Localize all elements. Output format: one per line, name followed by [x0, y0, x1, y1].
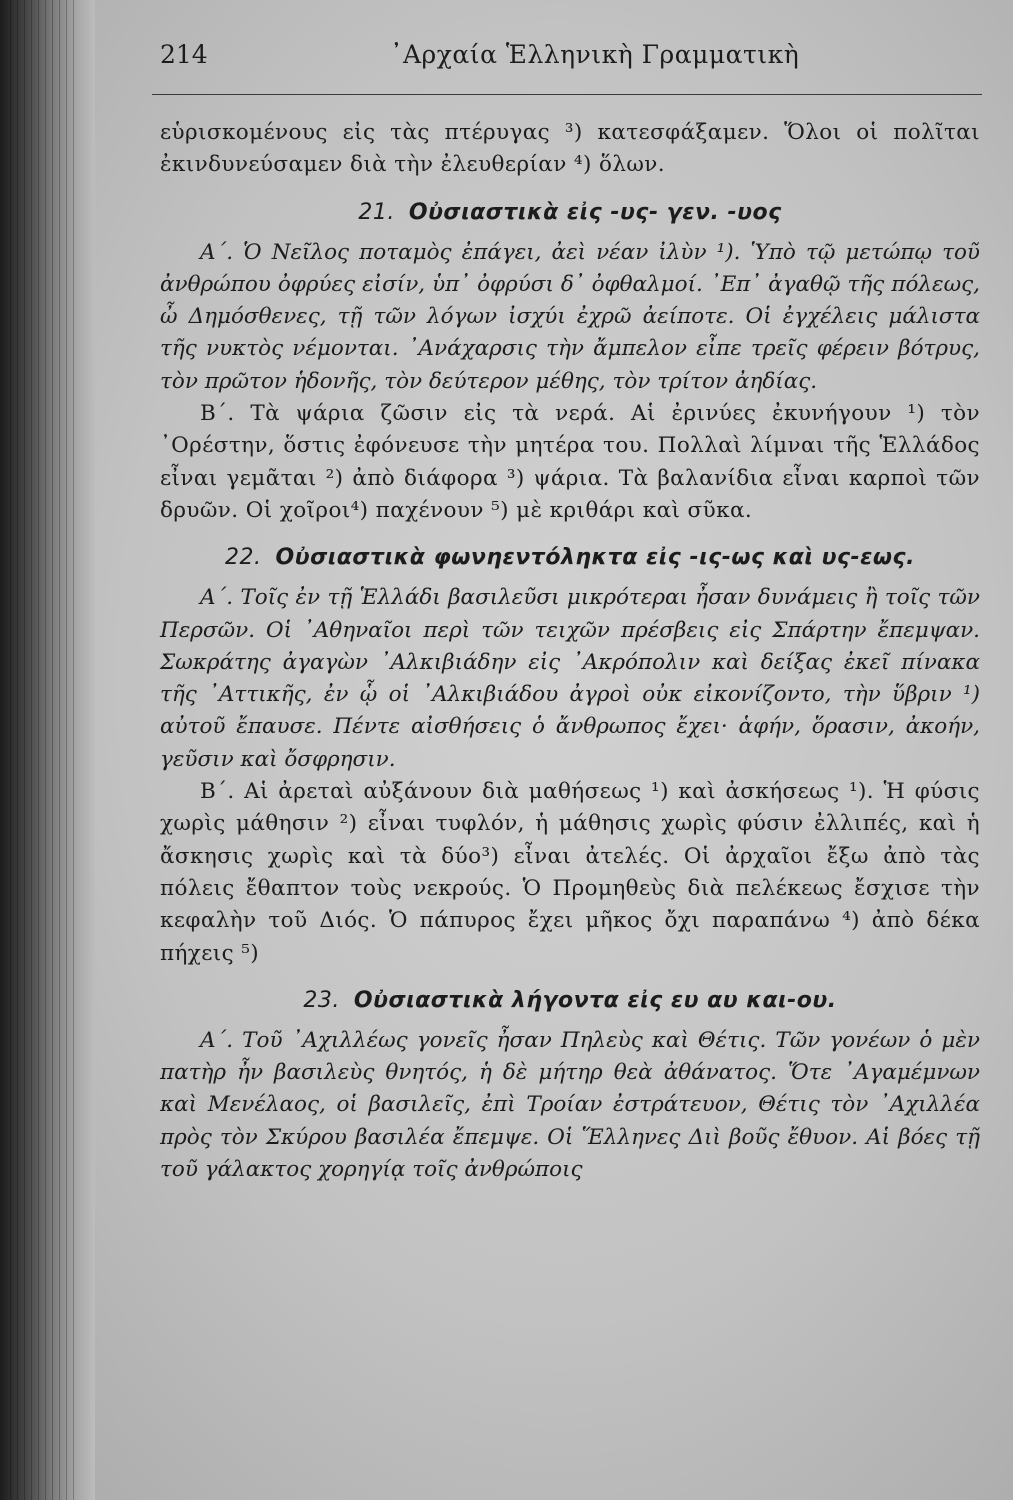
- section-title: Οὐσιαστικὰ εἰς -υς- γεν. -υος: [408, 199, 782, 225]
- intro-paragraph: εὑρισκομένους εἰς τὰς πτέρυγας ³) κατεσφάξαμεν. Ὅλοι οἱ πολῖται ἐκινδυνεύσαμεν διὰ τὴν ἐλευθερίαν ⁴) ὅλων.: [160, 120, 980, 178]
- page-header: [160, 40, 980, 90]
- section-22-part-a: Α΄. Τοῖς ἐν τῇ Ἑλλάδι βασιλεῦσι μικρότεραι ἦσαν δυνάμεις ἢ τοῖς τῶν Περσῶν. Οἱ ᾿Αθηναῖοι περὶ τῶν τειχῶν πρέσβεις εἰς Σπάρτην ἔπεμψαν. Σωκράτης ἀγαγὼν ᾿Αλκιβιάδην εἰς ᾿Ακρόπολιν καὶ δείξας ἐκεῖ πίνακα τῆς ᾿Αττικῆς, ἐν ᾧ οἱ ᾿Αλκιβιάδου ἀγροὶ οὐκ εἰκονίζοντο, τὴν ὕβριν ¹) αὐτοῦ ἔπαυσε. Πέντε αἰσθήσεις ὁ ἄνθρωπος ἔχει· ἁφήν, ὅρασιν, ἀκοήν, γεῦσιν καὶ ὄσφρησιν.: [160, 585, 980, 772]
- section-21-part-a: Α΄. Ὁ Νεῖλος ποταμὸς ἐπάγει, ἀεὶ νέαν ἰλὺν ¹). Ὑπὸ τῷ μετώπῳ τοῦ ἀνθρώπου ὀφρύες εἰσίν, ὑπ᾿ ὀφρύσι δ᾿ ὀφθαλμοί. ᾿Επ᾿ ἀγαθῷ τῆς πόλεως, ὦ Δημόσθενες, τῇ τῶν λόγων ἰσχύι ἐχρῶ ἀείποτε. Οἱ ἐγχέλεις μάλιστα τῆς νυκτὸς νέμονται. ᾿Ανάχαρσις τὴν ἄμπελον εἶπε τρεῖς φέρειν βότρυς, τὸν πρῶτον ἡδονῆς, τὸν δεύτερον μέθης, τὸν τρίτον ἀηδίας.: [160, 239, 980, 394]
- section-heading-23: [160, 988, 980, 1013]
- page-number: 214: [160, 40, 208, 69]
- page-edges: [10, 0, 80, 1500]
- header-rule: [152, 94, 982, 95]
- section-21-part-b: Β΄. Τὰ ψάρια ζῶσιν εἰς τὰ νερά. Αἱ ἐρινύες ἐκυνήγουν ¹) τὸν ᾿Ορέστην, ὅστις ἐφόνευσε τὴν μητέρα του. Πολλαὶ λίμναι τῆς Ἑλλάδος εἶναι γεμᾶται ²) ἀπὸ διάφορα ³) ψάρια. Τὰ βαλανίδια εἶναι καρποὶ τῶν δρυῶν. Οἱ χοῖροι⁴) παχένουν ⁵) μὲ κριθάρι καὶ σῦκα.: [160, 401, 980, 523]
- section-title: Οὐσιαστικὰ φωνηεντόληκτα εἰς -ις-ως καὶ υς-εως.: [275, 545, 915, 571]
- section-number: 23.: [303, 987, 340, 1013]
- section-heading-22: [160, 545, 980, 570]
- section-number: 22.: [225, 545, 262, 571]
- running-head: ᾿Αρχαία Ἑλληνικὴ Γραμματικὴ: [390, 40, 800, 69]
- page-content: [160, 40, 980, 1186]
- section-number: 21.: [358, 199, 395, 225]
- section-23-part-a: Α΄. Τοῦ ᾿Αχιλλέως γονεῖς ἦσαν Πηλεὺς καὶ Θέτις. Τῶν γονέων ὁ μὲν πατὴρ ἦν βασιλεὺς θνητός, ἡ δὲ μήτηρ θεὰ ἀθάνατος. Ὅτε ᾿Αγαμέμνων καὶ Μενέλαος, οἱ βασιλεῖς, ἐπὶ Τροίαν ἐστράτευον, Θέτις τὸν ᾿Αχιλλέα πρὸς τὸν Σκύρου βασιλέα ἔπεμψε. Οἱ Ἕλληνες Διὶ βοῦς ἔθυον. Αἱ βόες τῇ τοῦ γάλακτος χορηγίᾳ τοῖς ἀνθρώποις: [160, 1027, 980, 1183]
- section-heading-21: [160, 200, 980, 225]
- section-22-part-b: Β΄. Αἱ ἀρεταὶ αὐξάνουν διὰ μαθήσεως ¹) καὶ ἀσκήσεως ¹). Ἡ φύσις χωρὶς μάθησιν ²) εἶναι τυφλόν, ἡ μάθησις χωρὶς φύσιν ἐλλιπές, καὶ ἡ ἄσκησις χωρὶς καὶ τὰ δύο³) εἶναι ἀτελές. Οἱ ἀρχαῖοι ἔξω ἀπὸ τὰς πόλεις ἔθαπτον τοὺς νεκρούς. Ὁ Προμηθεὺς διὰ πελέκεως ἔσχισε τὴν κεφαλὴν τοῦ Διός. Ὁ πάπυρος ἔχει μῆκος ὄχι παραπάνω ⁴) ἀπὸ δέκα πήχεις ⁵): [160, 779, 980, 966]
- book-spine-shadow: [0, 0, 95, 1500]
- section-title: Οὐσιαστικὰ λήγοντα εἰς ευ αυ και-ου.: [353, 987, 837, 1013]
